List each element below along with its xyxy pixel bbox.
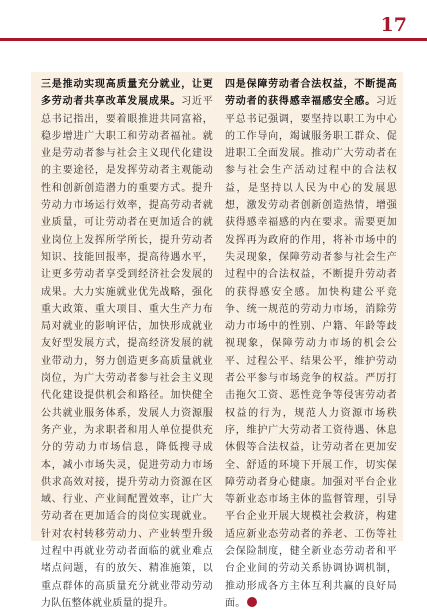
page-number: 17 bbox=[380, 14, 407, 36]
article-body bbox=[31, 72, 403, 609]
article-column-right bbox=[225, 76, 397, 612]
section-4-body: 习近平总书记强调，要坚持以职工为中心的工作导向，竭诚服务职工群众、促进职工全面发展。推动广大劳动者在参与社会生产活动过程中的合法权益，是坚持以人民为中心的发展思想，激发劳动者创新创造热情，增强获得感幸福感的内在要求。需要更加发挥再为政府的作用，将补市场中的失灵现象，保障劳动者参与社会生产过程中的合法权益，不断提升劳动者的获得感安全感。加快构建公平竞争、统一规范的劳动力市场，消除劳动力市场中的性别、户籍、年龄等歧视现象，保障劳动力市场的机会公平、过程公平、结果公平，维护劳动者公平参与市场竞争的权益。严厉打击拖欠工资、恶性竞争等侵害劳动者权益的行为，规范人力资源市场秩序，维护广大劳动者工资待遇、休息休假等合法权益，让劳动者在更加安全、舒适的环境下开展工作，切实保障劳动者身心健康。加强对平台企业等新业态市场主体的监督管理，引导平台企业开展大规模社会救济，构建适应新业态劳动者的养老、工伤等社会保险制度，健全新业态劳动者和平台企业间的劳动关系协调协调机制，推动形成各方主体互利共赢的良好局面。 bbox=[225, 96, 397, 609]
header-rule bbox=[0, 38, 427, 41]
end-of-article-icon bbox=[247, 597, 257, 607]
article-column-left bbox=[41, 76, 213, 612]
section-3-body: 习近平总书记指出，要着眼推进共同富裕，稳步增进广大职工和劳动者福祉。就业是劳动者参与社会主义现代化建设的主要途径，是发挥劳动者主观能动性和创新创造潜力的重要方式。提升劳动力市场运行效率，提高劳动者就业质量，可让劳动者在更加适合的就业岗位上发挥所学所长，提升劳动者知识、技能回报率，提高待遇水平，让更多劳动者享受到经济社会发展的成果。大力实施就业优先战略，强化重大政策、重大项目、重大生产力布局对就业的影响评估，加快形成就业友好型发展方式，提高经济发展的就业带动力，努力创造更多高质量就业岗位，为广大劳动者参与社会主义现代化建设提供机会和路径。加快健全公共就业服务体系，发展人力资源服务产业，为求职者和用人单位提供充分的劳动力市场信息，降低搜寻成本，减小市场失灵，促进劳动力市场供求高效对接，提升劳动力资源在区域、行业、产业间配置效率，让广大劳动者在更加适合的岗位实现就业。针对农村转移劳动力、产业转型升级过程中再就业劳动者面临的就业难点堵点问题，有的放矢、精准施策，以重点群体的高质量充分就业带动劳动力队伍整体就业质量的提升。 bbox=[41, 96, 213, 609]
section-3-heading: 三是推动实现高质量充分就业，让更多劳动者共享改革发展成果。 bbox=[41, 79, 213, 108]
section-4-heading: 四是保障劳动者合法权益，不断提高劳动者的获得感幸福感安全感。 bbox=[225, 79, 397, 108]
